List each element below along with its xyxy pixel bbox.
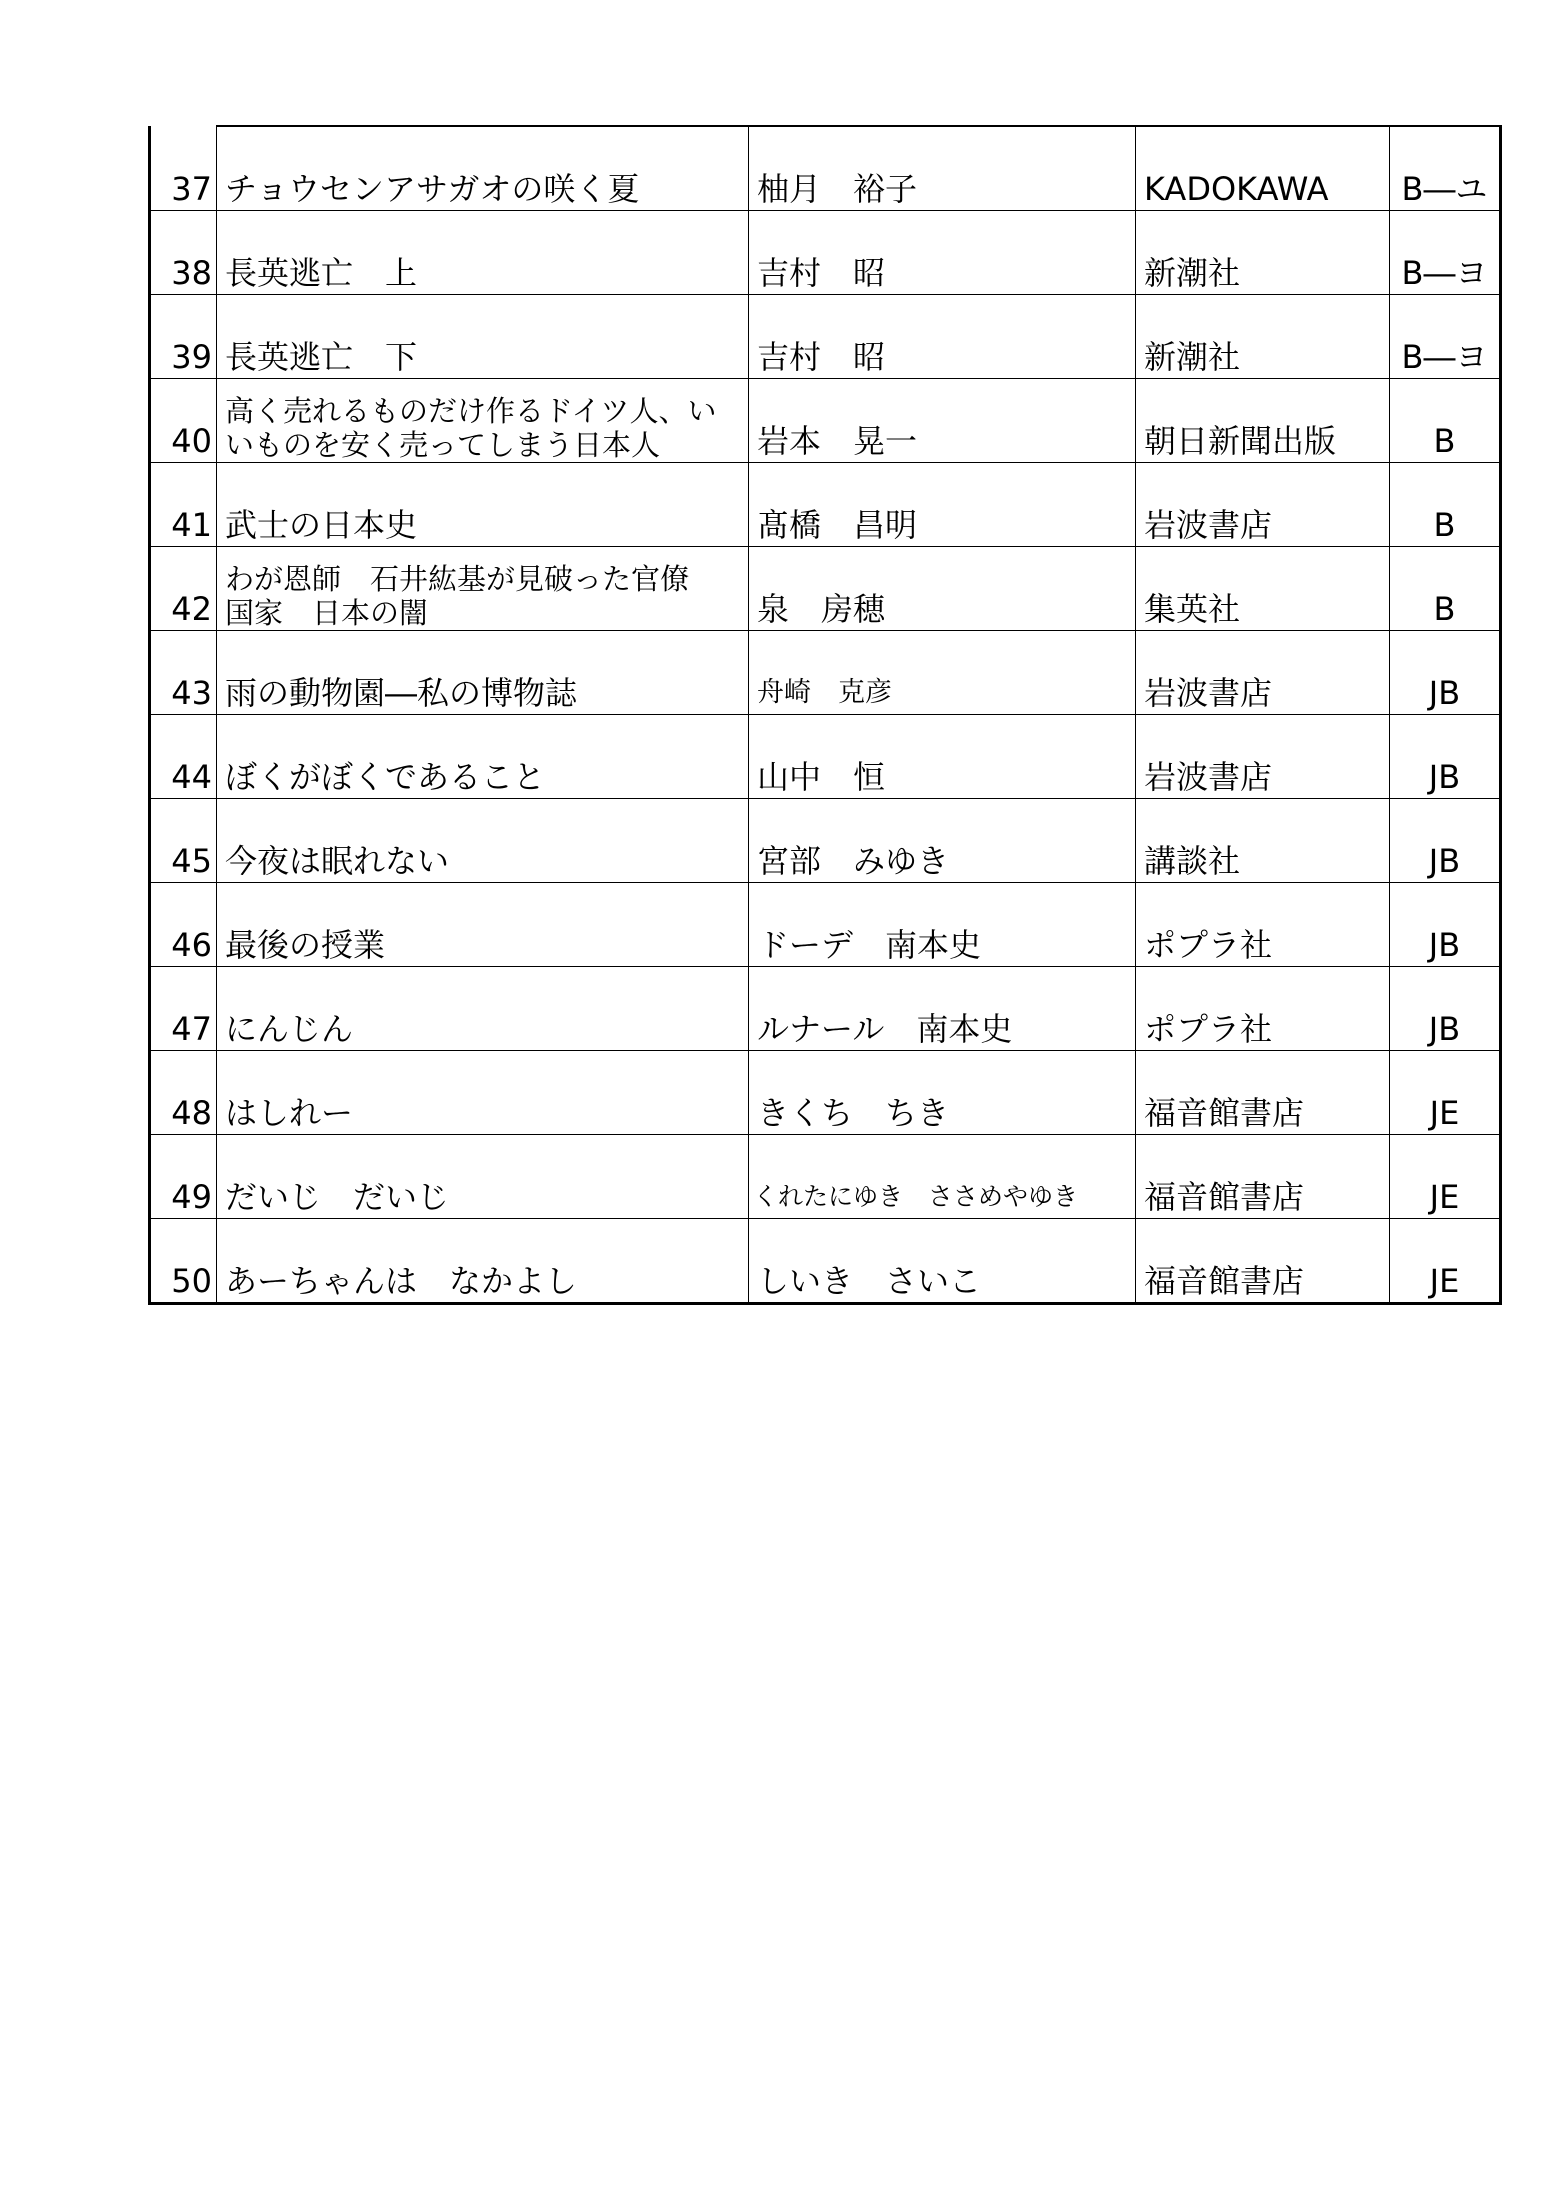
row-number: 40: [150, 379, 217, 463]
table-row: [150, 883, 1501, 967]
book-title: にんじん: [217, 967, 749, 1051]
book-title: だいじ だいじ: [217, 1135, 749, 1219]
book-author: 吉村 昭: [749, 211, 1136, 295]
book-list-table: [148, 125, 1502, 1305]
table-row: [150, 1135, 1501, 1219]
table-row: [150, 295, 1501, 379]
book-author: ルナール 南本史: [749, 967, 1136, 1051]
book-publisher: 集英社: [1136, 547, 1390, 631]
book-publisher: 福音館書店: [1136, 1135, 1390, 1219]
book-author: 舟崎 克彦: [749, 631, 1136, 715]
table-row: [150, 126, 1501, 211]
book-author: 山中 恒: [749, 715, 1136, 799]
call-number: JB: [1390, 967, 1501, 1051]
row-number: 49: [150, 1135, 217, 1219]
table-row: [150, 379, 1501, 463]
call-number: JB: [1390, 883, 1501, 967]
call-number: JB: [1390, 715, 1501, 799]
book-publisher: 新潮社: [1136, 211, 1390, 295]
row-number: 38: [150, 211, 217, 295]
row-number: 48: [150, 1051, 217, 1135]
table-row: [150, 1051, 1501, 1135]
book-publisher: 岩波書店: [1136, 715, 1390, 799]
table-row: [150, 631, 1501, 715]
book-author: 柚月 裕子: [749, 126, 1136, 211]
call-number: B: [1390, 547, 1501, 631]
book-title: [217, 379, 749, 463]
book-title: 雨の動物園―私の博物誌: [217, 631, 749, 715]
book-author: 宮部 みゆき: [749, 799, 1136, 883]
book-title-text: わが恩師 石井紘基が見破った官僚 国家 日本の闇: [225, 562, 690, 630]
call-number: JE: [1390, 1219, 1501, 1304]
book-author: くれたにゆき ささめやゆき: [749, 1135, 1136, 1219]
call-number: JB: [1390, 631, 1501, 715]
book-title: はしれー: [217, 1051, 749, 1135]
book-publisher: 新潮社: [1136, 295, 1390, 379]
book-title: ぼくがぼくであること: [217, 715, 749, 799]
book-publisher: ポプラ社: [1136, 883, 1390, 967]
book-publisher: 福音館書店: [1136, 1219, 1390, 1304]
book-title: 武士の日本史: [217, 463, 749, 547]
book-publisher: KADOKAWA: [1136, 126, 1390, 211]
table-row: [150, 463, 1501, 547]
book-author: 岩本 晃一: [749, 379, 1136, 463]
book-title: 長英逃亡 下: [217, 295, 749, 379]
book-publisher: 朝日新聞出版: [1136, 379, 1390, 463]
call-number: JE: [1390, 1135, 1501, 1219]
book-title: 今夜は眠れない: [217, 799, 749, 883]
book-author: きくち ちき: [749, 1051, 1136, 1135]
book-title: [217, 547, 749, 631]
book-publisher: ポプラ社: [1136, 967, 1390, 1051]
table-row: [150, 799, 1501, 883]
table-row: [150, 211, 1501, 295]
call-number: B―ヨ: [1390, 211, 1501, 295]
book-title: チョウセンアサガオの咲く夏: [217, 126, 749, 211]
row-number: 43: [150, 631, 217, 715]
row-number: 44: [150, 715, 217, 799]
book-author: しいき さいこ: [749, 1219, 1136, 1304]
call-number: B: [1390, 463, 1501, 547]
table-row: [150, 715, 1501, 799]
book-publisher: 福音館書店: [1136, 1051, 1390, 1135]
table-row: [150, 547, 1501, 631]
book-title: 最後の授業: [217, 883, 749, 967]
book-author: 髙橋 昌明: [749, 463, 1136, 547]
book-title: 長英逃亡 上: [217, 211, 749, 295]
row-number: 42: [150, 547, 217, 631]
book-title: あーちゃんは なかよし: [217, 1219, 749, 1304]
call-number: JB: [1390, 799, 1501, 883]
call-number: B―ヨ: [1390, 295, 1501, 379]
table-row: [150, 967, 1501, 1051]
row-number: 46: [150, 883, 217, 967]
table-row: [150, 1219, 1501, 1304]
book-publisher: 講談社: [1136, 799, 1390, 883]
row-number: 39: [150, 295, 217, 379]
call-number: B―ユ: [1390, 126, 1501, 211]
book-author: 泉 房穂: [749, 547, 1136, 631]
row-number: 45: [150, 799, 217, 883]
row-number: 41: [150, 463, 217, 547]
book-author: 吉村 昭: [749, 295, 1136, 379]
book-publisher: 岩波書店: [1136, 631, 1390, 715]
row-number: 37: [150, 126, 217, 211]
call-number: JE: [1390, 1051, 1501, 1135]
book-publisher: 岩波書店: [1136, 463, 1390, 547]
row-number: 47: [150, 967, 217, 1051]
row-number: 50: [150, 1219, 217, 1304]
call-number: B: [1390, 379, 1501, 463]
book-author: ドーデ 南本史: [749, 883, 1136, 967]
book-title-text: 高く売れるものだけ作るドイツ人、い いものを安く売ってしまう日本人: [225, 394, 717, 462]
